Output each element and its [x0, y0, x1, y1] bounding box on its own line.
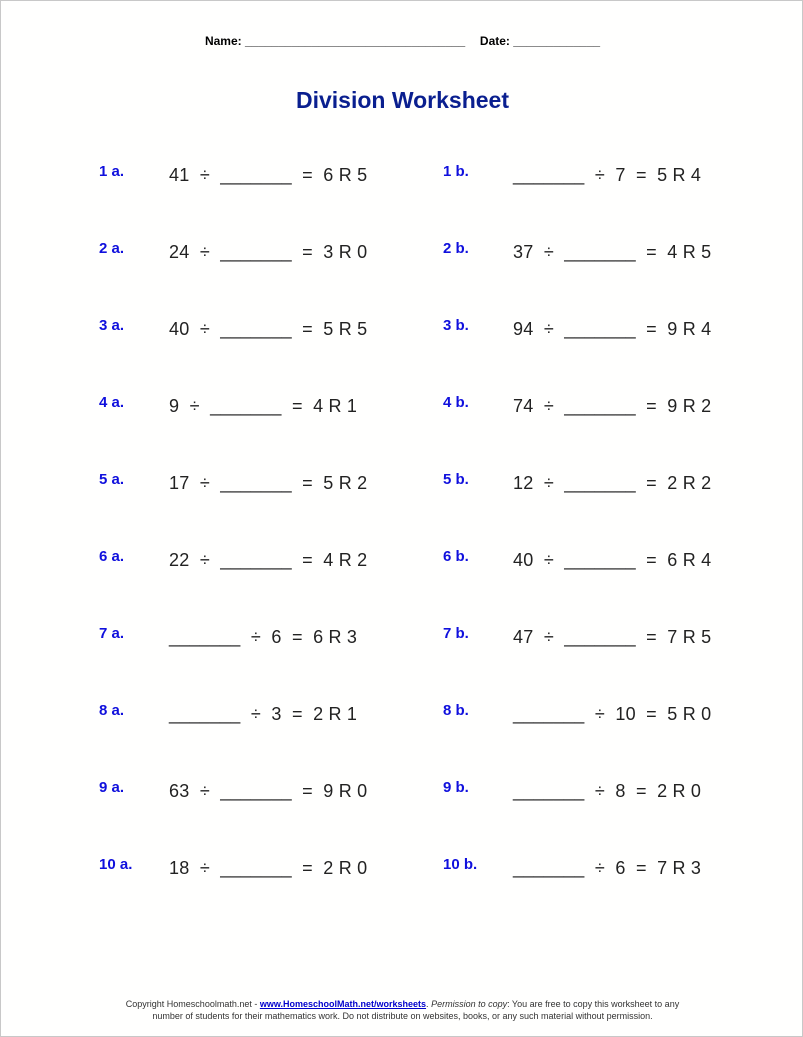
problem-expression: _______ ÷ 8 = 2 R 0 — [513, 781, 702, 801]
problem-label: 9 a. — [99, 779, 125, 796]
problem-label: 6 a. — [99, 548, 125, 565]
copyright-text: Copyright Homeschoolmath.net - — [125, 999, 260, 1009]
problem-label: 7 a. — [99, 625, 125, 642]
problem-expression: 22 ÷ _______ = 4 R 2 — [169, 550, 368, 570]
problem-expression: 24 ÷ _______ = 3 R 0 — [169, 242, 368, 262]
problem-label: 9 b. — [443, 779, 469, 796]
header — [1, 34, 803, 48]
date-blank: _____________ — [513, 34, 601, 48]
problem-expression: 63 ÷ _______ = 9 R 0 — [169, 781, 368, 801]
problem-expression: 47 ÷ _______ = 7 R 5 — [513, 627, 712, 647]
problem-label: 2 a. — [99, 240, 125, 257]
problem-expression: 94 ÷ _______ = 9 R 4 — [513, 319, 712, 339]
problem-expression: 40 ÷ _______ = 5 R 5 — [169, 319, 368, 339]
problem-expression: 41 ÷ _______ = 6 R 5 — [169, 165, 368, 185]
problem-expression: 17 ÷ _______ = 5 R 2 — [169, 473, 368, 493]
problem-label: 1 b. — [443, 163, 469, 180]
problem-expression: 18 ÷ _______ = 2 R 0 — [169, 858, 368, 878]
problem-expression: 12 ÷ _______ = 2 R 2 — [513, 473, 712, 493]
footer — [1, 998, 803, 1022]
problem-label: 1 a. — [99, 163, 125, 180]
date-label: Date: — [479, 34, 510, 48]
problem-label: 6 b. — [443, 548, 469, 565]
footer-separator: . — [426, 999, 432, 1009]
problem-label: 8 a. — [99, 702, 125, 719]
problem-label: 10 a. — [99, 856, 133, 873]
permission-text: : You are free to copy this worksheet to any — [507, 999, 680, 1009]
problem-expression: 9 ÷ _______ = 4 R 1 — [169, 396, 358, 416]
problem-expression: 40 ÷ _______ = 6 R 4 — [513, 550, 712, 570]
problem-expression: _______ ÷ 6 = 6 R 3 — [169, 627, 358, 647]
problem-label: 2 b. — [443, 240, 469, 257]
problem-label: 10 b. — [443, 856, 478, 873]
problem-expression: 74 ÷ _______ = 9 R 2 — [513, 396, 712, 416]
problem-label: 7 b. — [443, 625, 469, 642]
problem-label: 5 a. — [99, 471, 125, 488]
page-title: Division Worksheet — [295, 87, 510, 113]
worksheets-link[interactable]: www.HomeschoolMath.net/worksheets — [259, 999, 427, 1009]
problem-label: 3 a. — [99, 317, 125, 334]
name-label: Name: — [204, 34, 242, 48]
problem-expression: _______ ÷ 6 = 7 R 3 — [513, 858, 702, 878]
name-blank: _________________________________ — [244, 34, 466, 48]
problem-expression: _______ ÷ 7 = 5 R 4 — [513, 165, 702, 185]
problem-expression: _______ ÷ 10 = 5 R 0 — [513, 704, 712, 724]
problem-label: 8 b. — [443, 702, 469, 719]
problem-label: 3 b. — [443, 317, 469, 334]
problem-expression: 37 ÷ _______ = 4 R 5 — [513, 242, 712, 262]
problem-label: 4 b. — [443, 394, 469, 411]
footer-line-1 — [1, 998, 803, 1010]
footer-line-2: number of students for their mathematics work. Do not distribute on websites, books, or any such material without permission. — [152, 1011, 653, 1021]
problem-label: 4 a. — [99, 394, 125, 411]
problem-label: 5 b. — [443, 471, 469, 488]
permission-label: Permission to copy — [431, 999, 508, 1009]
problem-expression: _______ ÷ 3 = 2 R 1 — [169, 704, 358, 724]
